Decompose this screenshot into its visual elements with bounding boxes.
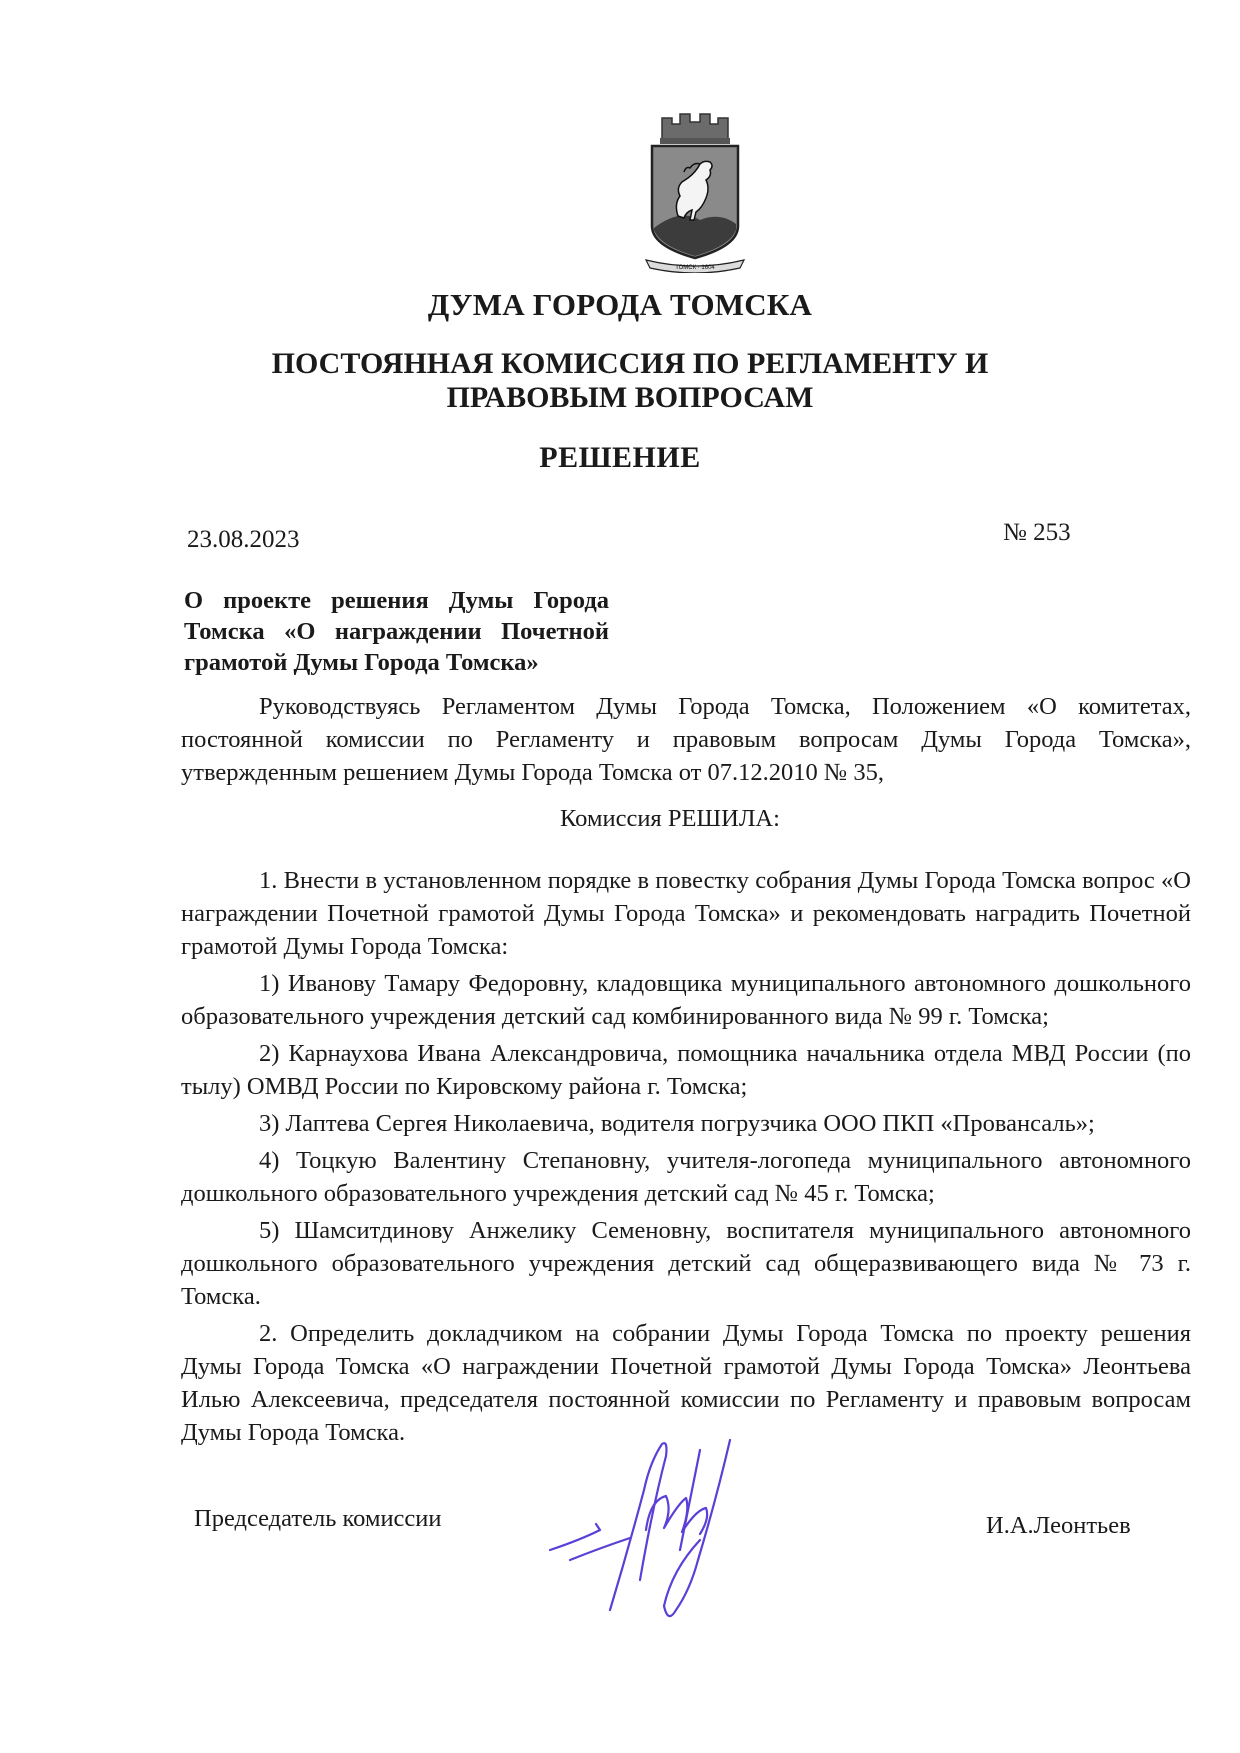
decision-items (181, 864, 1191, 1449)
document-type: РЕШЕНИЕ (539, 441, 701, 474)
handwritten-signature (540, 1400, 800, 1630)
document-date: 23.08.2023 (187, 526, 300, 553)
nominee-item: 1) Иванову Тамару Федоровну, кладовщика муниципального автономного дошкольного образовательного учреждения детский сад комбинированного вида № 99 г. Томска; (181, 970, 1191, 1030)
signer-name: И.А.Леонтьев (986, 1512, 1131, 1539)
intro-text: Руководствуясь Регламентом Думы Города Томска, Положением «О комитетах, постоянной комиссии по Регламенту и правовым вопросам Думы Города Томска», утвержденным решением Думы Города Томска от 07.12.2010 № 35, (181, 693, 1191, 786)
nominee-item: 5) Шамситдинову Анжелику Семеновну, воспитателя муниципального автономного дошкольного образовательного учреждения детский сад общеразвивающего вида № 73 г. Томска. (181, 1217, 1191, 1310)
commission-title: ПОСТОЯННАЯ КОМИССИЯ ПО РЕГЛАМЕНТУ И ПРАВОВЫМ ВОПРОСАМ (271, 347, 989, 414)
decided-heading: Комиссия РЕШИЛА: (560, 805, 780, 832)
signer-position: Председатель комиссии (194, 1505, 442, 1532)
document-number: № 253 (1003, 519, 1071, 546)
org-title: ДУМА ГОРОДА ТОМСКА (427, 287, 813, 322)
nominee-item: 4) Тоцкую Валентину Степановну, учителя-логопеда муниципального автономного дошкольного образовательного учреждения детский сад № 45 г. Томска; (181, 1147, 1191, 1207)
document-subject: О проекте решения Думы Города Томска «О награждении Почетной грамотой Думы Города Томска» (184, 587, 609, 676)
nominee-item: 2) Карнаухова Ивана Александровича, помощника начальника отдела МВД России (по тылу) ОМВД России по Кировскому района г. Томска; (181, 1040, 1191, 1100)
emblem-ribbon-text: ТОМСК · 1604 (675, 265, 715, 271)
nominee-item: 3) Лаптева Сергея Николаевича, водителя погрузчика ООО ПКП «Провансаль»; (259, 1110, 1095, 1137)
decision-item: 2. Определить докладчиком на собрании Думы Города Томска по проекту решения Думы Города Томска «О награждении Почетной грамотой Думы Города Томска» Леонтьева Илью Алексеевича, председателя постоянной комиссии по Регламенту и правовым вопросам Думы Города Томска. (181, 1320, 1191, 1446)
decision-item: 1. Внести в установленном порядке в повестку собрания Думы Города Томска вопрос «О награждении Почетной грамотой Думы Города Томска» и рекомендовать наградить Почетной грамотой Думы Города Томска: (181, 867, 1191, 960)
intro-paragraph (181, 690, 1191, 789)
coat-of-arms-icon (640, 108, 750, 273)
